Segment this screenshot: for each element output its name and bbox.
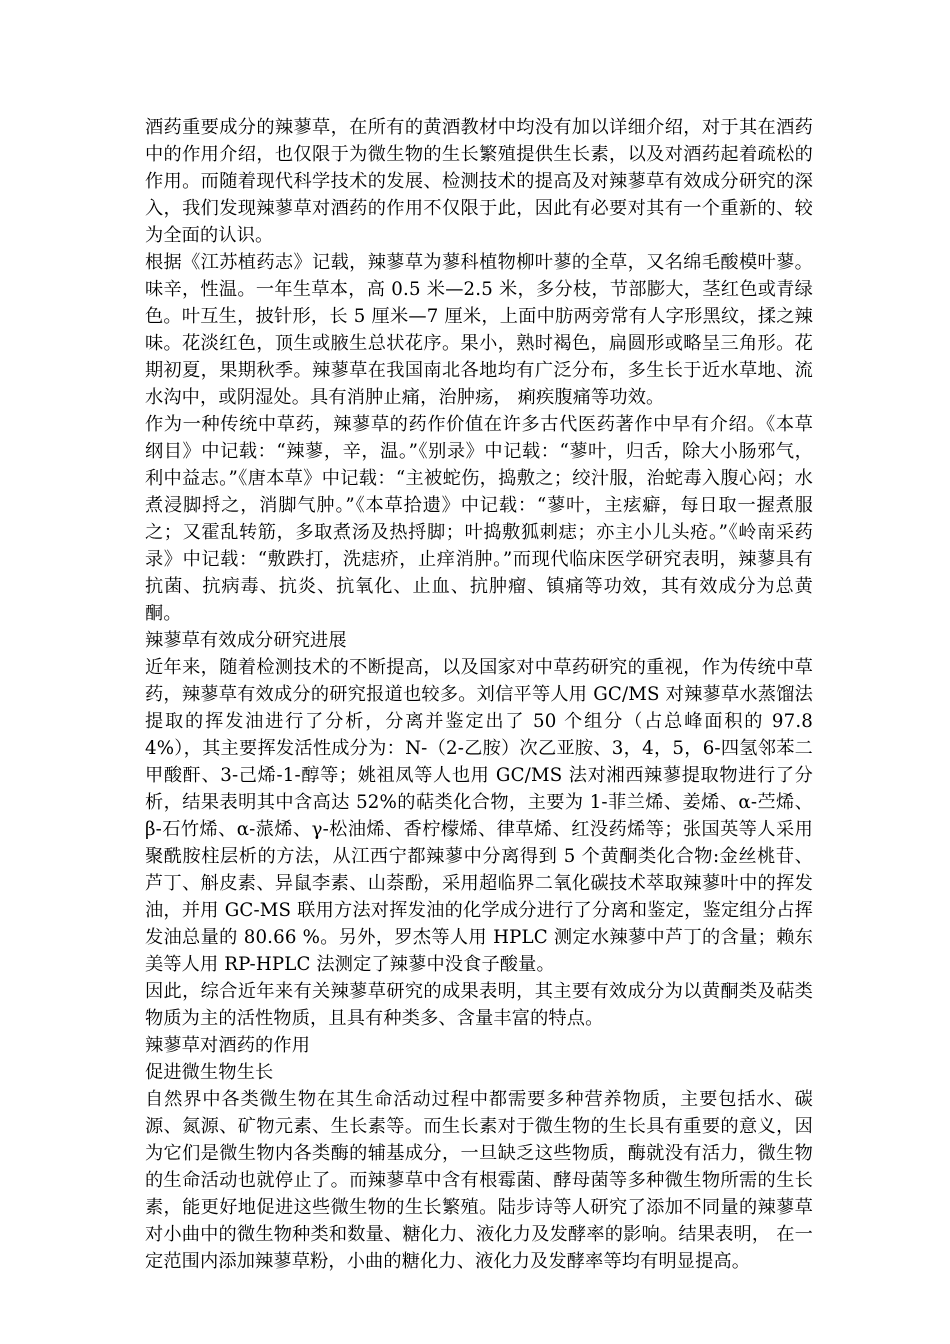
subsection-heading-growth: 促进微生物生长 [145, 1062, 274, 1083]
paragraph-botany: 根据《江苏植药志》记载，辣蓼草为蓼科植物柳叶蓼的全草，又名绵毛酸模叶蓼。味辛，性温。一年生草本，高 0.5 米—2.5 米，多分枝，节部膨大，茎红色或青绿色。叶互生，披针形，长 5 厘米—7 厘米，上面中肪两旁常有人字形黑纹，揉之辣味。花淡红色，顶生或腋生总状花序。果小，熟时褐色，扁圆形或略呈三角形。花期初夏，果期秋季。辣蓼草在我国南北各地均有广泛分布，多生长于近水草地、流水沟中，或阴湿处。具有消肿止痛，治肿疡， 痢疾腹痛等功效。 [145, 252, 813, 408]
paragraph-intro: 酒药重要成分的辣蓼草，在所有的黄酒教材中均没有加以详细介绍，对于其在酒药中的作用介绍，也仅限于为微生物的生长繁殖提供生长素，以及对酒药起着疏松的作用。而随着现代科学技术的发展、检测技术的提高及对辣蓼草有效成分研究的深入，我们发现辣蓼草对酒药的作用不仅限于此，因此有必要对其有一个重新的、较为全面的认识。 [145, 117, 813, 246]
paragraph-research-summary: 因此，综合近年来有关辣蓼草研究的成果表明，其主要有效成分为以黄酮类及萜类物质为主的活性物质，且具有种类多、含量丰富的特点。 [145, 981, 813, 1029]
document-body [145, 114, 813, 1275]
section-heading-effects: 辣蓼草对酒药的作用 [145, 1035, 311, 1056]
paragraph-growth: 自然界中各类微生物在其生命活动过程中都需要多种营养物质，主要包括水、碳源、氮源、矿物元素、生长素等。而生长素对于微生物的生长具有重要的意义，因为它们是微生物内各类酶的辅基成分，一旦缺乏这些物质，酶就没有活力，微生物的生命活动也就停止了。而辣蓼草中含有根霉菌、酵母菌等多种微生物所需的生长素，能更好地促进这些微生物的生长繁殖。陆步诗等人研究了添加不同量的辣蓼草对小曲中的微生物种类和数量、糖化力、液化力及发酵率的影响。结果表明， 在一定范围内添加辣蓼草粉，小曲的糖化力、液化力及发酵率等均有明显提高。 [145, 1089, 813, 1272]
paragraph-research: 近年来，随着检测技术的不断提高，以及国家对中草药研究的重视，作为传统中草药，辣蓼草有效成分的研究报道也较多。刘信平等人用 GC/MS 对辣蓼草水蒸馏法提取的挥发油进行了分析，分离并鉴定出了 50 个组分（占总峰面积的 97.84%），其主要挥发活性成分为：N-（2-乙胺）次乙亚胺、3，4，5，6-四氢邻苯二甲酸酐、3-己烯-1-醇等；姚祖凤等人也用 GC/MS 法对湘西辣蓼提取物进行了分析，结果表明其中含高达 52%的萜类化合物，主要为 1-菲兰烯、姜烯、α-苎烯、β-石竹烯、α-蒎烯、γ-松油烯、香柠檬烯、律草烯、红没药烯等；张国英等人采用聚酰胺柱层析的方法，从江西宁都辣蓼中分离得到 5 个黄酮类化合物:金丝桃苷、芦丁、斛皮素、异鼠李素、山萘酚，采用超临界二氧化碳技术萃取辣蓼叶中的挥发油，并用 GC-MS 联用方法对挥发油的化学成分进行了分离和鉴定，鉴定组分占挥发油总量的 80.66 %。另外，罗杰等人用 HPLC 测定水辣蓼中芦丁的含量；赖东美等人用 RP-HPLC 法测定了辣蓼中没食子酸量。 [145, 657, 813, 975]
paragraph-history: 作为一种传统中草药，辣蓼草的药作价值在许多古代医药著作中早有介绍。《本草纲目》中记载：“辣蓼，辛，温。”《别录》中记载：“蓼叶，归舌，除大小肠邪气，利中益志。”《唐本草》中记载：“主被蛇伤，捣敷之；绞汁服，治蛇毒入腹心闷；水煮浸脚捋之，消脚气肿。”《本草拾遗》中记载：“蓼叶，主痃癖，每日取一握煮服之；又霍乱转筋，多取煮汤及热捋脚；叶捣敷狐刺痣；亦主小儿头疮。”《岭南采药录》中记载：“敷跌打，洗痣疥，止痒消肿。”而现代临床医学研究表明，辣蓼具有抗菌、抗病毒、抗炎、抗氧化、止血、抗肿瘤、镇痛等功效，其有效成分为总黄酮。 [145, 414, 813, 624]
section-heading-research: 辣蓼草有效成分研究进展 [145, 630, 347, 651]
